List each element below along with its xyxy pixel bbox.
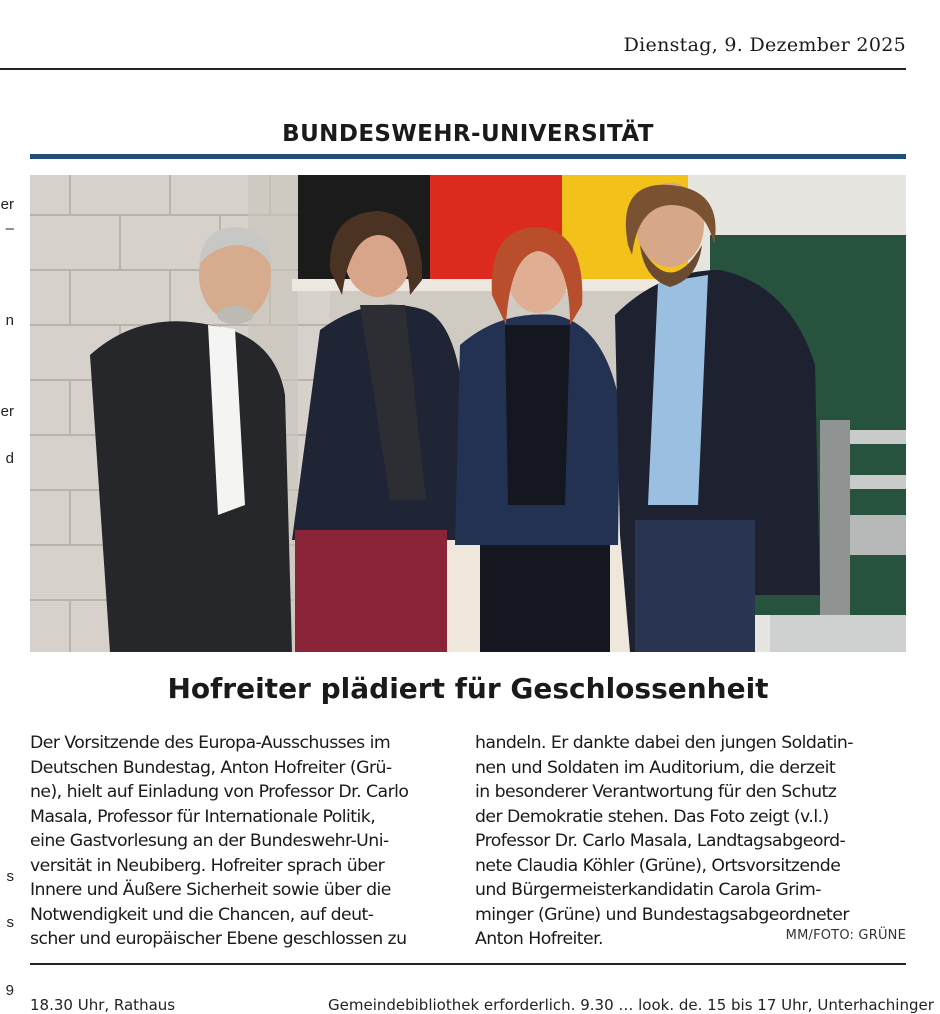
- text-line: in besonderer Verantwortung für den Schutz: [475, 782, 837, 802]
- text-line: Innere und Äußere Sicherheit sowie über die: [30, 880, 391, 900]
- text-line: nete Claudia Köhler (Grüne), Ortsvorsitzende: [475, 855, 841, 876]
- text-line: und Bürgermeisterkandidatin Carola Grim-: [475, 880, 821, 900]
- issue-date: Dienstag, 9. Dezember 2025: [623, 34, 906, 56]
- text-line: Notwendigkeit und die Chancen, auf deut-: [30, 904, 374, 925]
- text-line: Der Vorsitzende des Europa-Ausschusses im: [30, 733, 391, 753]
- margin-fragment: 9: [5, 982, 14, 999]
- text-line: Anton Hofreiter.: [475, 929, 603, 949]
- header-rule: [0, 68, 906, 70]
- article-body-right: [475, 731, 909, 952]
- footer-fragment-right: Gemeindebibliothek erforderlich. 9.30 … look. de. 15 bis 17 Uhr, Unterhachinger: [328, 996, 934, 1014]
- text-line: versität in Neubiberg. Hofreiter sprach über: [30, 855, 385, 876]
- article-headline: Hofreiter plädiert für Geschlossenheit: [167, 672, 769, 705]
- text-line: der Demokratie stehen. Das Foto zeigt (v.l.): [475, 806, 829, 827]
- margin-fragment: n: [5, 312, 14, 329]
- text-line: scher und europäischer Ebene geschlossen zu: [30, 929, 407, 949]
- text-line: Professor Dr. Carlo Masala, Landtagsabgeord-: [475, 831, 846, 851]
- text-line: nen und Soldaten im Auditorium, die derzeit: [475, 757, 836, 778]
- text-line: Masala, Professor für Internationale Politik,: [30, 806, 376, 827]
- text-line: eine Gastvorlesung an der Bundeswehr-Uni-: [30, 831, 389, 851]
- section-title: BUNDESWEHR-UNIVERSITÄT: [282, 121, 654, 147]
- text-line: handeln. Er dankte dabei den jungen Soldatin-: [475, 733, 853, 753]
- article-body-left: [30, 731, 464, 952]
- text-line: minger (Grüne) und Bundestagsabgeordneter: [475, 904, 849, 925]
- text-line: ne), hielt auf Einladung von Professor Dr. Carlo: [30, 782, 409, 802]
- margin-fragment: d: [5, 450, 14, 467]
- margin-fragment: er: [0, 403, 14, 420]
- margin-fragment: –: [5, 220, 14, 237]
- article-photo: [30, 175, 906, 652]
- margin-fragment: s: [6, 914, 14, 931]
- footer-rule: [30, 963, 906, 965]
- footer-fragment-left: 18.30 Uhr, Rathaus: [30, 996, 176, 1014]
- photo-credit: MM/FOTO: GRÜNE: [785, 928, 906, 943]
- text-line: Deutschen Bundestag, Anton Hofreiter (Grü-: [30, 757, 392, 778]
- margin-fragment: er: [0, 196, 14, 213]
- margin-fragment: s: [6, 868, 14, 885]
- section-rule: [30, 154, 906, 159]
